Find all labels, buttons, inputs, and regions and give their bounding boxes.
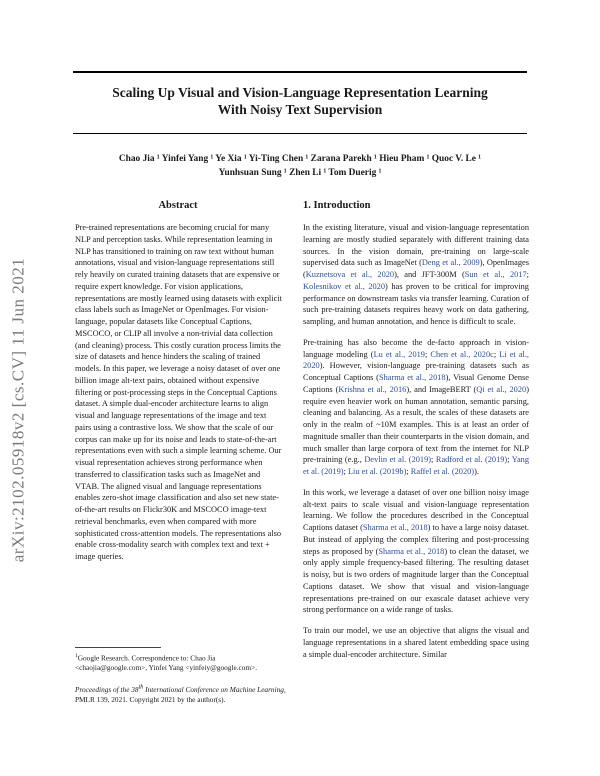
intro-paragraph-2: Pre-training has also become the de-facto approach in vision-language modeling (Lu et al., 2019; Chen et al., 2020c; Li et al., 2020). However, vision-language pre-training datasets such as Conceptual Captions (Sharma et al., 2018), Visual Genome Dense Captions (Krishna et al., 2016), and ImageBERT (Qi et al., 2020) require even heavier work on human annotation, semantic parsing, cleaning and balancing. As a result, the scales of these datasets are only in the realm of ~10M examples. This is at least an order of magnitude smaller than their counterparts in the vision domain, and much smaller than large corpora of text from the internet for NLP pre-training (e.g., Devlin et al. (2019); Radford et al. (2019); Yang et al. (2019); Liu et al. (2019b); Raffel et al. (2020)). [303,337,530,476]
footnote-marker: 1 [75,653,78,659]
authors-line-1: Chao Jia ¹ Yinfei Yang ¹ Ye Xia ¹ Yi-Ting Chen ¹ Zarana Parekh ¹ Hieu Pham ¹ Quoc V. Le ¹ [118,154,482,164]
arxiv-stamp [0,200,36,620]
introduction-body [303,222,529,669]
abstract-heading: Abstract [158,200,198,211]
citation-link[interactable]: Devlin et al. (2019) [364,455,432,465]
intro-paragraph-1: In the existing literature, visual and vision-language representation learning are mostly studied separately with different training data sources. In the vision domain, pre-training on large-scale supervised data such as ImageNet (Deng et al., 2009), OpenImages (Kuznetsova et al., 2020), and JFT-300M (Sun et al., 2017; Kolesnikov et al., 2020) has proven to be critical for improving performance on downstream tasks via transfer learning. Curation of such pre-training datasets requires heavy work on data gathering, sampling, and human annotation, and hence is difficult to scale. [303,223,529,326]
intro-paragraph-4: To train our model, we use an objective that aligns the visual and language representations in a shared latent embedding space using a simple dual-encoder architecture. Similar [303,626,529,659]
introduction-heading: 1. Introduction [303,200,371,211]
author-list [73,152,527,180]
citation-link[interactable]: Sharma et al., 2018 [378,546,445,556]
title-line-2: With Noisy Text Supervision [217,102,383,117]
proceedings-note [75,683,287,705]
citation-link[interactable]: Raffel et al. (2020) [410,467,475,476]
citation-link[interactable]: Deng et al., 2009 [421,258,480,268]
citation-link[interactable]: Chen et al., 2020c [430,349,494,359]
title-top-rule [73,71,527,73]
title-bottom-rule [73,133,527,134]
citation-link[interactable]: Kuznetsova et al., 2020 [305,270,395,279]
citation-link[interactable]: Qi et al., 2020 [476,384,527,394]
citation-link[interactable]: Yang et al. (2019) [303,455,529,476]
citation-link[interactable]: Kolesnikov et al., 2020 [303,281,386,291]
arxiv-id: arXiv:2102.05918v2 [cs.CV] 11 Jun 2021 [8,257,28,563]
citation-link[interactable]: Sun et al., 2017 [464,270,527,279]
abstract-text: Pre-trained representations are becoming crucial for many NLP and perception tasks. While representation learning in NLP has transitioned to training on raw text without human annotations, visual and vision-language representations still rely heavily on curated training datasets that are expensive or require expert knowledge. For vision applications, representations are mostly learned using datasets with explicit class labels such as ImageNet or OpenImages. For vision-language, popular datasets like Conceptual Captions, MSCOCO, or CLIP all involve a non-trivial data collection (and cleaning) process. This costly curation process limits the size of datasets and hence hinders the scaling of trained models. In this paper, we leverage a noisy dataset of over one billion image alt-text pairs, obtained without expensive filtering or post-processing steps in the Conceptual Captions dataset. A simple dual-encoder architecture learns to align visual and language representations of the image and text pairs using a contrastive loss. We show that the scale of our corpus can make up for its noise and leads to state-of-the-art representations even with such a simple learning scheme. Our visual representation achieves strong performance when transferred to classification tasks such as ImageNet and VTAB. The aligned visual and language representations enables zero-shot image classification and also set new state-of-the-art results on Flickr30K and MSCOCO image-text retrieval benchmarks, even when compared with more sophisticated cross-attention models. The representations also enable cross-modality search with complex text and text + image queries. [75,223,282,561]
citation-link[interactable]: Sharma et al., 2018 [378,373,446,382]
paper-title [73,84,527,118]
title-line-1: Scaling Up Visual and Vision-Language Representation Learning [112,85,488,100]
citation-link[interactable]: Krishna et al., 2016 [338,384,407,394]
footnote-rule [75,647,161,648]
citation-link[interactable]: Sharma et al., 2018 [362,523,428,532]
citation-link[interactable]: Li et al., 2020 [303,349,530,371]
footnote-text: Google Research. Correspondence to: Chao Jia <chaojia@google.com>, Yinfei Yang <yinfeiy@google.com>. [75,653,258,673]
venue-name: Proceedings of the 38th International Conference on Machine Learning [75,685,284,695]
affiliation-footnote [75,651,285,673]
citation-link[interactable]: Lu et al., 2019 [373,349,425,359]
proceedings-details: , PMLR 139, 2021. Copyright 2021 by the author(s). [75,685,286,705]
intro-paragraph-3: In this work, we leverage a dataset of over one billion noisy image alt-text pairs to scale visual and vision-language representation learning. We follow the procedures described in the Conceptual Captions dataset (Sharma et al., 2018) to have a large noisy dataset. But instead of applying the complex filtering and post-processing steps as proposed by (Sharma et al., 2018) to clean the dataset, we only apply simple frequency-based filtering. The resulting dataset is noisy, but is two orders of magnitude larger than the Conceptual Captions dataset. We show that visual and vision-language representations pre-trained on our exascale dataset achieve very strong performance on a wide range of tasks. [303,487,529,615]
authors-line-2: Yunhsuan Sung ¹ Zhen Li ¹ Tom Duerig ¹ [218,168,382,178]
citation-link[interactable]: Liu et al. (2019b) [347,467,407,476]
citation-link[interactable]: Radford et al. (2019) [435,455,508,465]
